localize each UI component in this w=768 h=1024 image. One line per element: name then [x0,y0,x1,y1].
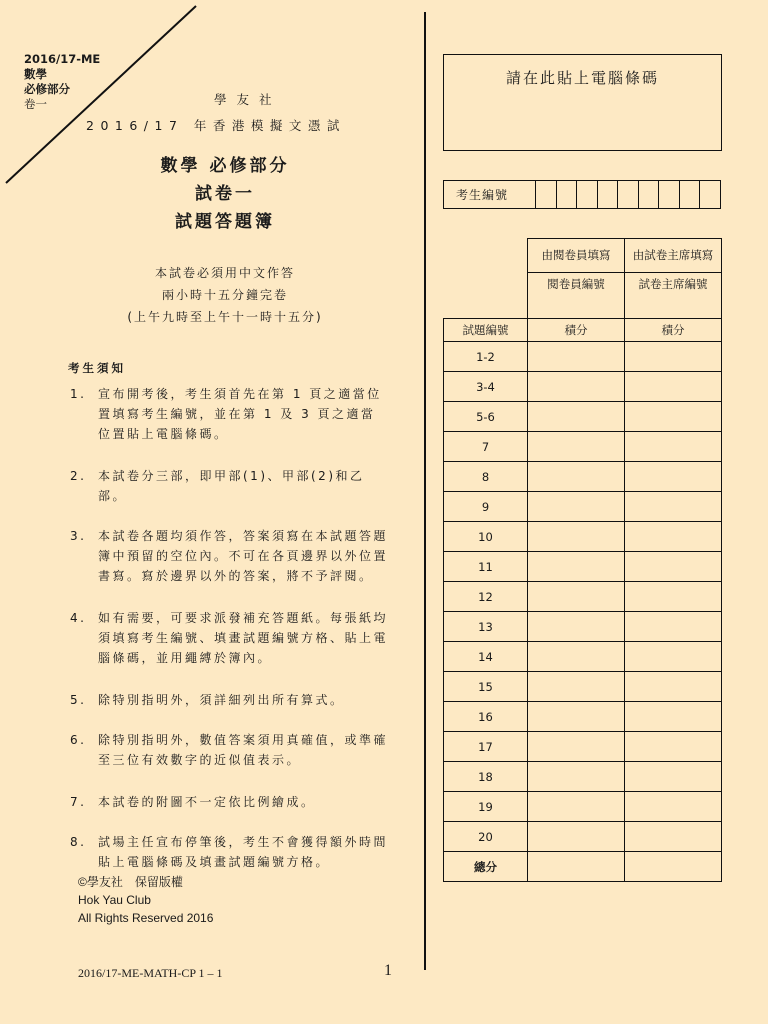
table-row [444,372,722,402]
question-number: 5-6 [444,402,528,432]
intro-line: 本試卷必須用中文作答 [154,266,295,280]
table-row [444,762,722,792]
notice-text: 如有需要，可要求派發補充答題紙。每張紙均須填寫考生編號、填畫試題編號方格、貼上電腦條碼，並用繩縛於簿內。 [98,611,389,665]
question-number: 17 [444,732,528,762]
notice-text: 試場主任宣布停筆後，考生不會獲得額外時間貼上電腦條碼及填畫試題編號方格。 [98,835,389,869]
notice-text: 除特別指明外，數值答案須用真確值，或準確至三位有效數字的近似值表示。 [98,733,389,767]
question-number: 9 [444,492,528,522]
marker-score-cell [528,582,625,612]
marker-score-cell [528,732,625,762]
chief-score-cell [625,642,722,672]
blank-cell [444,239,528,273]
marker-score-cell [528,462,625,492]
chief-score-cell [625,342,722,372]
copyright [78,873,213,927]
question-number: 20 [444,822,528,852]
copyright-line2: Hok Yau Club [78,893,151,907]
table-row [444,522,722,552]
notice-num: 3. [70,529,87,543]
candidate-digit-cell[interactable] [659,181,680,209]
chief-number-cell: 試卷主席編號 [625,273,722,319]
notice-text: 本試卷的附圖不一定依比例繪成。 [98,795,316,809]
table-row [444,552,722,582]
exam-title: 2016/17 年香港模擬文憑試 [86,118,346,133]
notice-num: 7. [70,795,87,809]
notice-item [70,466,390,506]
candidate-number-label: 考生編號 [444,181,536,209]
chief-score-cell [625,792,722,822]
question-number: 15 [444,672,528,702]
candidate-digit-cell[interactable] [597,181,618,209]
question-number: 3-4 [444,372,528,402]
marker-score-cell [528,822,625,852]
chief-score-cell [625,492,722,522]
notice-heading: 考生須知 [68,361,126,375]
intro-line: (上午九時至上午十一時十五分) [127,310,323,324]
marker-score-cell [528,762,625,792]
notice-text: 本試卷各題均須作答，答案須寫在本試題答題簿中預留的空位內。不可在各頁邊界以外位置書寫。寫於邊界以外的答案，將不予評閱。 [98,529,389,583]
instructions-intro [100,262,350,328]
chief-score-cell [625,372,722,402]
table-row [444,792,722,822]
marker-score-cell [528,342,625,372]
table-row [444,342,722,372]
table-row [444,822,722,852]
total-marker-cell [528,852,625,882]
notice-num: 5. [70,693,87,707]
footer-code: 2016/17-ME-MATH-CP 1 – 1 [78,966,223,980]
marker-score-cell [528,702,625,732]
header-marker: 由閱卷員填寫 [528,239,625,273]
table-row [444,492,722,522]
marker-score-cell [528,402,625,432]
page-number: 1 [384,962,392,979]
total-label: 總分 [444,852,528,882]
header-chief: 由試卷主席填寫 [625,239,722,273]
candidate-digit-cell[interactable] [700,181,721,209]
chief-score-cell [625,732,722,762]
chief-score-cell [625,402,722,432]
corner-label [24,52,100,112]
marker-score-cell [528,792,625,822]
chief-score-cell [625,582,722,612]
marker-score-cell [528,552,625,582]
question-number: 18 [444,762,528,792]
table-row [444,462,722,492]
copyright-line3: All Rights Reserved 2016 [78,911,214,925]
chief-score-cell [625,462,722,492]
candidate-digit-cell[interactable] [536,181,557,209]
question-number: 19 [444,792,528,822]
table-row [444,672,722,702]
notice-item [70,526,390,586]
candidate-digit-cell[interactable] [556,181,577,209]
question-number: 14 [444,642,528,672]
notice-text: 宣布開考後，考生須首先在第 1 頁之適當位置填寫考生編號，並在第 1 及 3 頁之適當位置貼上電腦條碼。 [98,387,382,441]
marker-score-cell [528,642,625,672]
col-header-question: 試題編號 [444,319,528,342]
chief-score-cell [625,612,722,642]
table-row [444,402,722,432]
marker-score-cell [528,492,625,522]
barcode-prompt: 請在此貼上電腦條碼 [505,69,659,87]
main-title [120,152,330,236]
notice-num: 4. [70,611,87,625]
candidate-number-table [443,180,721,209]
chief-score-cell [625,432,722,462]
main-title-line1: 數學 必修部分 [160,156,290,176]
notice-item [70,832,390,872]
question-number: 7 [444,432,528,462]
notice-list [70,384,390,872]
notice-num: 1. [70,387,87,401]
chief-score-cell [625,822,722,852]
notice-text: 本試卷分三部，即甲部(1)、甲部(2)和乙部。 [98,469,365,503]
notice-text: 除特別指明外，須詳細列出所有算式。 [98,693,345,707]
table-row [444,432,722,462]
intro-line: 兩小時十五分鐘完卷 [161,288,288,302]
marker-score-cell [528,672,625,702]
chief-score-cell [625,762,722,792]
table-row [444,612,722,642]
vertical-divider [424,12,426,970]
notice-item [70,384,390,444]
blank-cell [444,273,528,319]
marker-score-cell [528,432,625,462]
col-header-marks: 積分 [528,319,625,342]
main-title-line3: 試題答題簿 [175,212,275,232]
table-row [444,642,722,672]
candidate-digit-cell[interactable] [638,181,659,209]
notice-item [70,792,390,812]
question-number: 8 [444,462,528,492]
score-table [443,238,722,882]
notice-num: 2. [70,469,87,483]
question-number: 11 [444,552,528,582]
corner-subject: 數學 [24,67,47,81]
notice-item [70,608,390,668]
total-chief-cell [625,852,722,882]
chief-score-cell [625,522,722,552]
question-number: 10 [444,522,528,552]
score-rows [444,342,722,852]
candidate-digit-cell[interactable] [577,181,598,209]
copyright-line1: ©學友社 保留版權 [78,875,183,889]
table-row [444,702,722,732]
publisher: 學友社 [214,92,282,107]
marker-score-cell [528,522,625,552]
question-number: 12 [444,582,528,612]
chief-score-cell [625,672,722,702]
candidate-digit-cell[interactable] [679,181,700,209]
col-header-marks: 積分 [625,319,722,342]
main-title-line2: 試卷一 [195,184,255,204]
marker-score-cell [528,372,625,402]
table-row [444,732,722,762]
chief-score-cell [625,702,722,732]
notice-num: 8. [70,835,87,849]
notice-item [70,730,390,770]
question-number: 16 [444,702,528,732]
corner-paper: 卷一 [24,97,47,111]
marker-score-cell [528,612,625,642]
paper-code: 2016/17-ME [24,52,101,66]
notice-item [70,690,390,710]
table-row [444,582,722,612]
question-number: 1-2 [444,342,528,372]
corner-part: 必修部分 [24,82,70,96]
candidate-digit-cell[interactable] [618,181,639,209]
marker-number-cell: 閱卷員編號 [528,273,625,319]
chief-score-cell [625,552,722,582]
barcode-box[interactable] [443,54,722,151]
notice-num: 6. [70,733,87,747]
question-number: 13 [444,612,528,642]
